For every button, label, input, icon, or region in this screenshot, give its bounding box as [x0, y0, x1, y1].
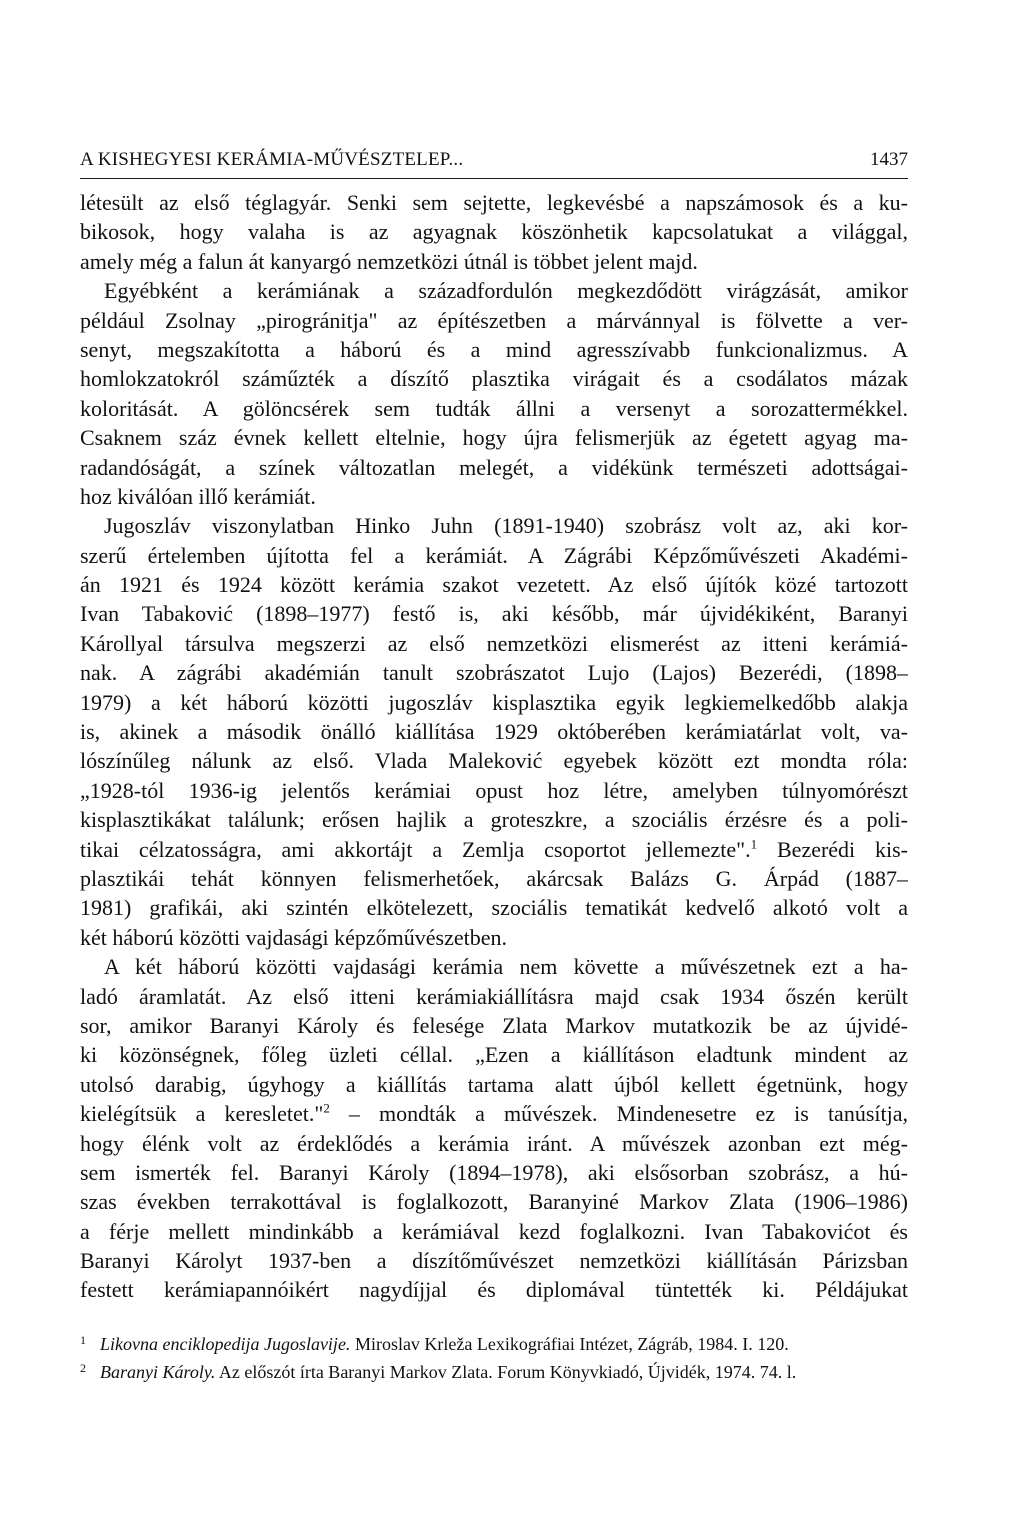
paragraph-1	[80, 188, 908, 276]
text-fragment: tikai célzatosságra, ami akkortájt a Zemlja csoportot jellemezte".	[80, 836, 751, 862]
text-line: Csaknem száz évnek kellett eltelnie, hogy újra felismerjük az égetett agyag ma-	[80, 425, 908, 451]
text-line: amely még a falun át kanyargó nemzetközi útnál is többet jelent majd.	[80, 248, 698, 274]
footnote-title: Likovna enciklopedija Jugoslavije.	[100, 1334, 351, 1354]
text-line: Károllyal társulva megszerzi az első nemzetközi elismerést az itteni kerámiá-	[80, 630, 908, 656]
footnote-2	[80, 1358, 908, 1386]
footnote-ref-1[interactable]: 1	[750, 836, 758, 852]
paragraph-3	[80, 511, 908, 952]
footnotes	[80, 1330, 908, 1386]
text-line: senyt, megszakította a háború és a mind agresszívabb funkcionalizmus. A	[80, 336, 908, 362]
text-line: hogy élénk volt az érdeklődés a kerámia iránt. A művészek azonban ezt még-	[80, 1130, 908, 1156]
text-line: szerű értelemben újította fel a kerámiát. A Zágrábi Képzőművészeti Akadémi-	[80, 542, 908, 568]
paragraph-4	[80, 952, 908, 1305]
text-line: Ivan Tabaković (1898–1977) festő is, aki később, már újvidékiként, Baranyi	[80, 601, 908, 627]
text-line: két háború közötti vajdasági képzőművészetben.	[80, 924, 508, 950]
text-fragment: kielégítsük a keresletet."	[80, 1101, 324, 1127]
text-line: radandóságát, a színek változatlan melegét, a vidékünk természeti adottságai-	[80, 454, 908, 480]
text-line: „1928-tól 1936-ig jelentős kerámiai opust hoz létre, amelyben túlnyomórészt	[80, 777, 908, 803]
text-line: a férje mellett mindinkább a kerámiával kezd foglalkozni. Ivan Tabakovićot és	[80, 1218, 908, 1244]
text-line-with-footnote-2	[80, 1099, 908, 1128]
text-line: koloritását. A gölöncsérek sem tudták állni a versenyt a sorozattermékkel.	[80, 395, 908, 421]
text-line: homlokzatokról száműzték a díszítő plasztika virágait és a csodálatos mázak	[80, 366, 908, 392]
footnote-text: Miroslav Krleža Lexikográfiai Intézet, Zágráb, 1984. I. 120.	[350, 1334, 789, 1354]
text-line: sem ismerték fel. Baranyi Károly (1894–1978), aki elsősorban szobrász, a hú-	[80, 1159, 908, 1185]
footnote-ref-2[interactable]: 2	[323, 1100, 330, 1116]
paragraph-2	[80, 276, 908, 511]
footnote-mark: 2	[80, 1361, 86, 1375]
text-line: bikosok, hogy valaha is az agyagnak köszönhetik kapcsolatukat a világgal,	[80, 219, 908, 245]
text-line: például Zsolnay „pirogránitja" az építészetben a márvánnyal is fölvette a ver-	[80, 307, 908, 333]
text-line: Egyébként a kerámiának a századfordulón megkezdődött virágzását, amikor	[104, 278, 908, 304]
text-line: ladó áramlatát. Az első itteni kerámiakiállításra majd csak 1934 őszén került	[80, 983, 908, 1009]
text-line: ki közönségnek, főleg üzleti céllal. „Ezen a kiállításon eladtunk mindent az	[80, 1042, 908, 1068]
text-line: Baranyi Károlyt 1937-ben a díszítőművészet nemzetközi kiállításán Párizsban	[80, 1248, 908, 1274]
text-line: kisplasztikákat találunk; erősen hajlik a groteszkre, a szociális érzésre és a poli-	[80, 807, 908, 833]
text-line: nak. A zágrábi akadémián tanult szobrászatot Lujo (Lajos) Bezerédi, (1898–	[80, 660, 908, 686]
text-line: utolsó darabig, úgyhogy a kiállítás tartama alatt újból kellett égetnünk, hogy	[80, 1071, 908, 1097]
text-line: sor, amikor Baranyi Károly és felesége Zlata Markov mutatkozik be az újvidé-	[80, 1012, 908, 1038]
text-line: 1981) grafikái, aki szintén elkötelezett, szociális tematikát kedvelő alkotó volt a	[80, 895, 908, 921]
text-line: szas években terrakottával is foglalkozott, Baranyiné Markov Zlata (1906–1986)	[80, 1189, 908, 1215]
text-fragment: Bezerédi kis-	[757, 836, 908, 862]
text-line: hoz kiválóan illő kerámiát.	[80, 483, 316, 509]
running-header	[80, 148, 908, 179]
footnote-1	[80, 1330, 908, 1358]
text-line: án 1921 és 1924 között kerámia szakot vezetett. Az első újítók közé tartozott	[80, 572, 908, 598]
footnote-text: Az előszót írta Baranyi Markov Zlata. Forum Könyvkiadó, Újvidék, 1974. 74. l.	[215, 1362, 797, 1382]
text-line: lószínűleg nálunk az első. Vlada Maleković egyebek között ezt mondta róla:	[80, 748, 908, 774]
text-line: Jugoszláv viszonylatban Hinko Juhn (1891-1940) szobrász volt az, aki kor-	[104, 513, 908, 539]
text-line: plasztikái tehát könnyen felismerhetőek, akárcsak Balázs G. Árpád (1887–	[80, 865, 908, 891]
body-text	[80, 188, 908, 1305]
text-line: 1979) a két háború közötti jugoszláv kisplasztika egyik legkiemelkedőbb alakja	[80, 689, 908, 715]
text-fragment: – mondták a művészek. Mindenesetre ez is tanúsítja,	[329, 1101, 908, 1127]
footnote-title: Baranyi Károly.	[100, 1362, 216, 1382]
text-line-with-footnote-1	[80, 835, 908, 864]
page-number: 1437	[870, 149, 908, 170]
footnote-mark: 1	[80, 1333, 86, 1347]
running-title: A KISHEGYESI KERÁMIA-MŰVÉSZTELEP...	[80, 149, 464, 170]
text-line: is, akinek a második önálló kiállítása 1929 októberében kerámiatárlat volt, va-	[80, 719, 908, 745]
text-line: A két háború közötti vajdasági kerámia nem követte a művészetnek ezt a ha-	[104, 954, 908, 980]
text-line: létesült az első téglagyár. Senki sem sejtette, legkevésbé a napszámosok és a ku-	[80, 190, 908, 215]
text-line: festett kerámiapannóikért nagydíjjal és diplomával tüntették ki. Példájukat	[80, 1277, 908, 1303]
